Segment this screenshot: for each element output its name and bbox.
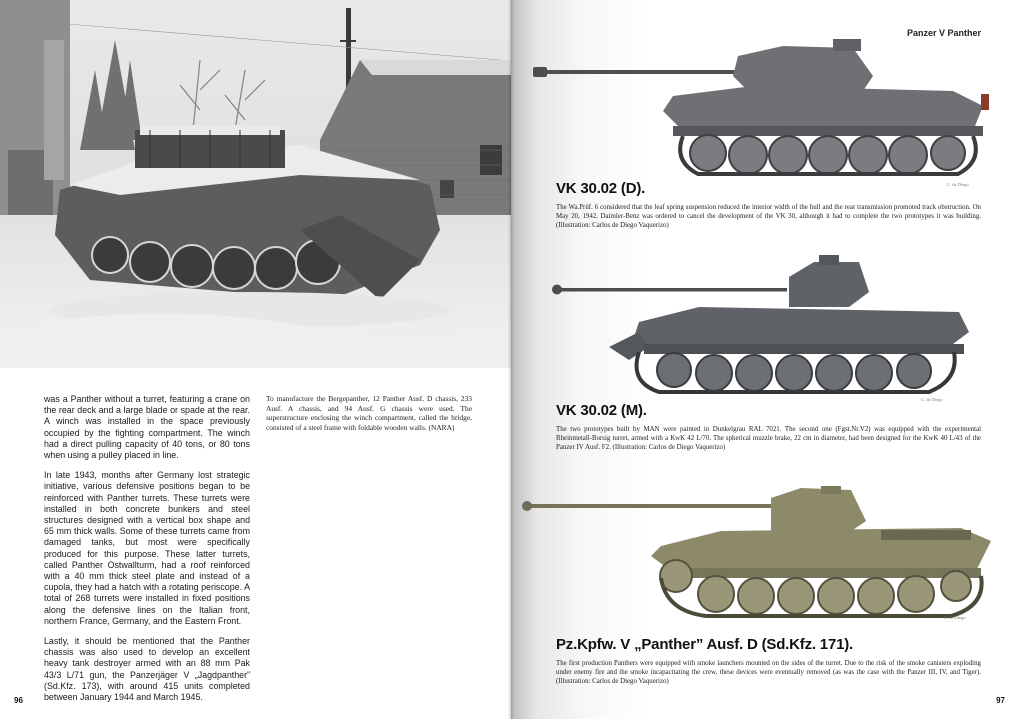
photo-caption: To manufacture the Bergepanther, 12 Panther Ausf. D chassis, 233 Ausf. A chassis, and 94 Ausf. G chassis were used. The superstructure enclosing the winch compartment, called the bridge, consisted of a steel frame with foldable wooden walls. (NARA) bbox=[266, 394, 472, 432]
vehicle-caption: The two prototypes built by MAN were painted in Dunkelgrau RAL 7021. The second one (Fgst.Nr.V2) was equipped with the experimental Rheinmetall-Borsig turret, armed with a KwK 42 L/70. The spherical muzzle brake, 22 cm in diameter, had been designed for the KwK 40 L/43 of the Panzer IV Ausf. F2. (Illustration: Carlos de Diego Vaquerizo) bbox=[556, 426, 981, 452]
right-page bbox=[511, 0, 1023, 719]
page-number-right: 97 bbox=[996, 696, 1005, 705]
running-head: Panzer V Panther bbox=[906, 28, 981, 38]
illustration-credit: C. de Diego bbox=[944, 615, 966, 620]
vehicle-title: VK 30.02 (D). bbox=[556, 180, 646, 197]
vehicle-caption: The first production Panthers were equipped with smoke launchers mounted on the sides of the turret. Due to the risk of the smoke canisters exploding under enemy fire and the smoke incapacitating the crew, these devices were eventually removed (as was the case with the Panzer III, IV, and Tiger). (Illustration: Carlos de Diego Vaquerizo) bbox=[556, 660, 981, 686]
bergepanther-photo bbox=[0, 0, 511, 368]
book-gutter bbox=[508, 0, 514, 719]
body-paragraph: Lastly, it should be mentioned that the Panther chassis was also used to develop an excellent heavy tank destroyer armed with an 88 mm Pak 43/3 L/71 gun, the Panzerjäger V „Jagdpanther” (Sd.Kfz. 173), with around 415 units completed between January 1944 and March 1945. bbox=[44, 636, 250, 703]
vehicle-caption: The Wa.Prüf. 6 considered that the leaf spring suspension reduced the interior width of the hull and the rear transmission promoted track obstruction. On May 20, 1942, Daimler-Benz was ordered to cancel the development of the VK 30, although it had to complete the two prototypes it was building. (Illustration: Carlos de Diego Vaquerizo) bbox=[556, 204, 981, 230]
illustration-credit: C. de Diego bbox=[947, 182, 969, 187]
vehicle-title: VK 30.02 (M). bbox=[556, 402, 647, 419]
body-paragraph: In late 1943, months after Germany lost strategic initiative, various defensive positions began to be reinforced with Panther turrets. These turrets were installed in both concrete bunkers and steel structures designed with a vertical box shape and 65 mm thick walls. Some of these turrets came from damaged tanks, but most were specifically produced for this purpose. These latter turrets, called Panther Ostwallturm, had a roof reinforced with a 40 mm thick steel plate and instead of a cupola, they had a hatch with a rotating periscope. A total of 268 turrets were installed in fixed positions along the defensive lines on the Italian front, northern France, Germany, and the Eastern Front. bbox=[44, 470, 250, 626]
page-number-left: 96 bbox=[14, 696, 23, 705]
vehicle-title: Pz.Kpfw. V „Panther” Ausf. D (Sd.Kfz. 171). bbox=[556, 636, 853, 653]
panther-ausf-d-illustration bbox=[521, 486, 1001, 626]
illustration-credit: C. de Diego bbox=[921, 397, 943, 402]
left-page bbox=[0, 0, 511, 719]
body-paragraph: was a Panther without a turret, featuring a crane on the rear deck and a large blade or spade at the rear. A winch was installed in the space previously occupied by the fighting compartment. The winch had a direct pulling capacity of 40 tons, or 80 tons when using a pulley placed in line. bbox=[44, 394, 250, 461]
vk3002m-illustration bbox=[549, 252, 989, 402]
body-text-column bbox=[44, 394, 250, 712]
vk3002d-illustration bbox=[533, 36, 1003, 186]
